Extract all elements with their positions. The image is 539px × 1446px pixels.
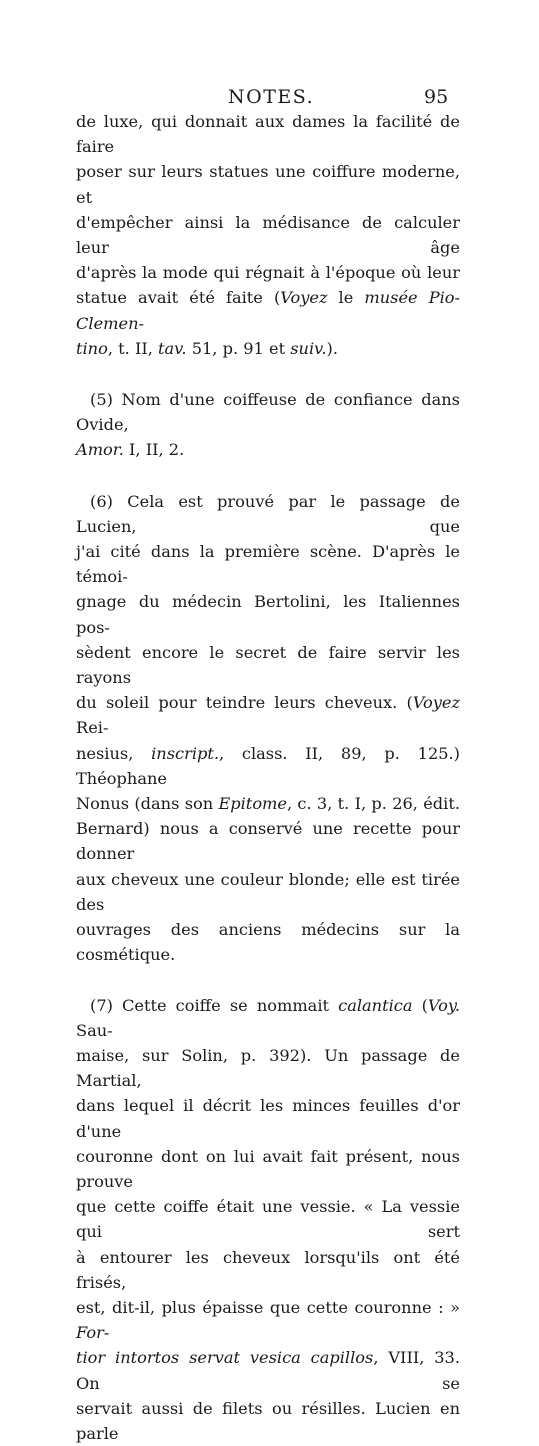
text-run: nesius, xyxy=(76,744,151,763)
text-run: Sau- xyxy=(76,1021,113,1040)
text-line xyxy=(76,336,460,361)
text-line xyxy=(76,589,460,639)
text-run: est, dit-il, plus épaisse que cette couronne : » xyxy=(76,1298,460,1317)
text-run: (5) Nom d'une coiffeuse de confiance dans Ovide, xyxy=(76,390,460,434)
italic-text: suiv. xyxy=(290,339,326,358)
text-run: Nonus (dans son xyxy=(76,794,218,813)
notes-text-block xyxy=(76,109,460,1446)
text-run: Rei- xyxy=(76,718,108,737)
text-line xyxy=(76,437,460,462)
text-run: aux cheveux une couleur blonde; elle est tirée des xyxy=(76,870,460,914)
text-run: , c. 3, t. I, p. 26, édit. xyxy=(287,794,460,813)
italic-text: Voyez xyxy=(413,693,460,712)
text-run: ouvrages des anciens médecins sur la cosmétique. xyxy=(76,920,460,964)
text-line xyxy=(76,260,460,285)
text-line xyxy=(76,1345,460,1395)
note-6 xyxy=(76,489,460,968)
note-7 xyxy=(76,993,460,1446)
text-line xyxy=(76,1245,460,1295)
text-run: du soleil pour teindre leurs cheveux. ( xyxy=(76,693,413,712)
italic-text: musée Pio-Clemen- xyxy=(76,288,460,332)
text-run: ). xyxy=(327,339,338,358)
text-run: poser sur leurs statues une coiffure moderne, et xyxy=(76,162,460,206)
text-run: , VIII, 33. On se xyxy=(76,1348,460,1392)
italic-text: Voy. xyxy=(428,996,460,1015)
text-line xyxy=(76,159,460,209)
text-line xyxy=(76,917,460,967)
italic-text: calantica xyxy=(338,996,412,1015)
text-run: statue avait été faite ( xyxy=(76,288,280,307)
text-run: dans lequel il décrit les minces feuilles d'or d'une xyxy=(76,1096,460,1140)
text-run: couronne dont on lui avait fait présent, nous prouve xyxy=(76,1147,460,1191)
text-run: ( xyxy=(413,996,428,1015)
text-run: à entourer les cheveux lorsqu'ils ont été frisés, xyxy=(76,1248,460,1292)
text-line xyxy=(76,816,460,866)
text-run: I, II, 2. xyxy=(124,440,184,459)
italic-text: tav. xyxy=(158,339,187,358)
text-run: d'après la mode qui régnait à l'époque où leur xyxy=(76,263,460,282)
text-line xyxy=(76,993,460,1043)
text-line xyxy=(76,741,460,791)
text-run: sèdent encore le secret de faire servir les rayons xyxy=(76,643,460,687)
page-number: 95 xyxy=(424,86,448,108)
text-run: (7) Cette coiffe se nommait xyxy=(90,996,338,1015)
text-line xyxy=(76,1043,460,1093)
text-line xyxy=(76,1396,460,1446)
text-run: , class. II, 89, p. 125.) Théophane xyxy=(76,744,460,788)
text-line xyxy=(76,791,460,816)
italic-text: Voyez xyxy=(280,288,327,307)
italic-text: For- xyxy=(76,1323,109,1342)
text-run: maise, sur Solin, p. 392). Un passage de Martial, xyxy=(76,1046,460,1090)
text-line xyxy=(76,210,460,260)
text-line xyxy=(76,640,460,690)
text-run: servait aussi de filets ou résilles. Lucien en parle xyxy=(76,1399,460,1443)
text-run: d'empêcher ainsi la médisance de calculer leur âge xyxy=(76,213,460,257)
italic-text: Epitome xyxy=(218,794,287,813)
text-line xyxy=(76,867,460,917)
text-line xyxy=(76,1144,460,1194)
italic-text: inscript. xyxy=(151,744,219,763)
text-line xyxy=(76,489,460,539)
text-run: que cette coiffe était une vessie. « La vessie qui sert xyxy=(76,1197,460,1241)
text-line xyxy=(76,285,460,335)
text-line xyxy=(76,387,460,437)
text-line xyxy=(76,1295,460,1345)
text-run: (6) Cela est prouvé par le passage de Lucien, que xyxy=(76,492,460,536)
text-run: j'ai cité dans la première scène. D'après le témoi- xyxy=(76,542,460,586)
text-line xyxy=(76,1194,460,1244)
text-line xyxy=(76,539,460,589)
text-run: 51, p. 91 et xyxy=(187,339,291,358)
text-run: Bernard) nous a conservé une recette pour donner xyxy=(76,819,460,863)
text-run: gnage du médecin Bertolini, les Italiennes pos- xyxy=(76,592,460,636)
text-line xyxy=(76,109,460,159)
text-run: de luxe, qui donnait aux dames la facilité de faire xyxy=(76,112,460,156)
text-line xyxy=(76,690,460,740)
italic-text: Amor. xyxy=(76,440,124,459)
italic-text: tior intortos servat vesica capillos xyxy=(76,1348,373,1367)
text-line xyxy=(76,1093,460,1143)
running-title: NOTES. xyxy=(228,86,314,108)
text-run: le xyxy=(327,288,364,307)
note-continuation xyxy=(76,109,460,361)
text-run: , t. II, xyxy=(108,339,158,358)
note-5 xyxy=(76,387,460,463)
italic-text: tino xyxy=(76,339,108,358)
